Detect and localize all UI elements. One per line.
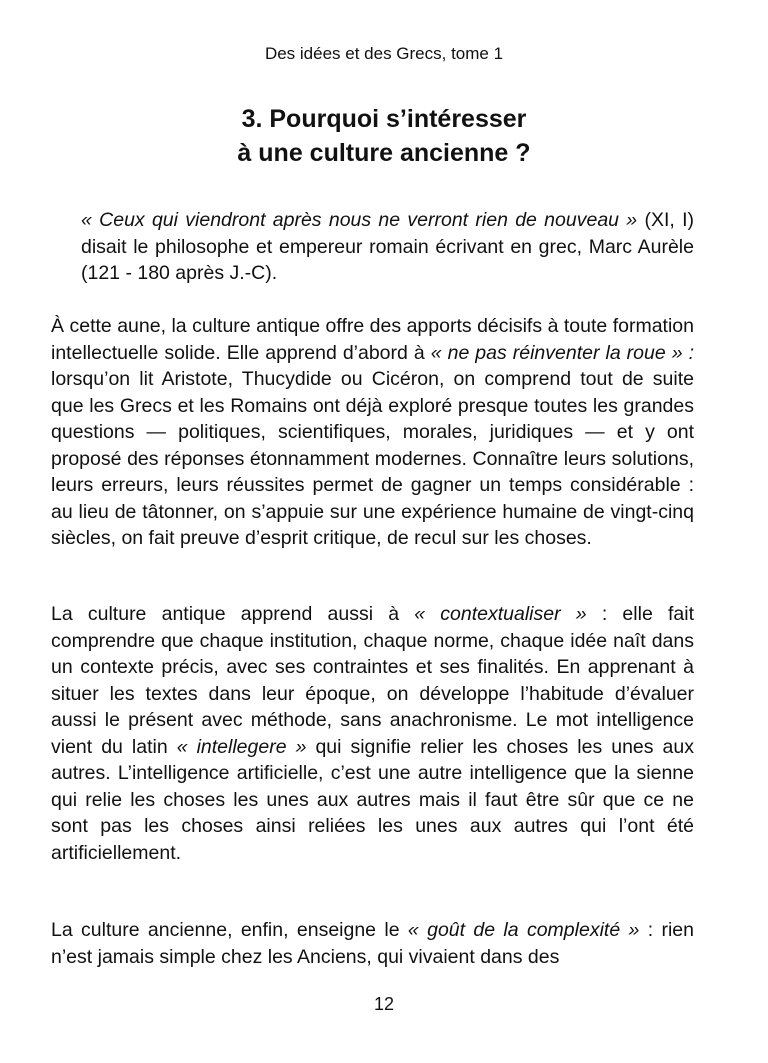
- paragraph-3-text-a: La culture ancienne, enfin, enseigne le: [51, 919, 408, 941]
- paragraph-3-text-b: : rien n’est jamais simple chez les Anciens, qui vivaient dans des: [51, 919, 694, 968]
- paragraph-1: [51, 313, 694, 552]
- paragraph-3: [51, 917, 694, 973]
- paragraph-2-text-a: La culture antique apprend aussi à: [51, 603, 415, 625]
- paragraph-2-text-b: : elle fait comprendre que chaque institution, chaque norme, chaque idée naît dans un contexte précis, avec ses contraintes et ses finalités. En apprenant à situer les textes dans leur époque, on développe l’habitude d’évaluer aussi le présent avec méthode, sans anachronisme. Le mot intelligence vient du latin: [51, 603, 694, 758]
- paragraph-1-text-b: lorsqu’on lit Aristote, Thucydide ou Cicéron, on comprend tout de suite que les Grecs et les Romains ont déjà exploré presque toutes les grandes questions — politiques, scientifiques, morales, juridiques — et y ont proposé des réponses étonnamment modernes. Connaître leurs solutions, leurs erreurs, leurs réussites permet de gagner un temps considérable : au lieu de tâtonner, on s’appuie sur une expérience humaine de vingt-cinq siècles, on fait preuve d’esprit critique, de recul sur les choses.: [51, 368, 694, 549]
- chapter-title-line-1: 3. Pourquoi s’intéresser: [241, 105, 527, 133]
- paragraph-1-italic-phrase: « ne pas réinventer la roue » :: [430, 341, 694, 364]
- paragraph-3-italic-phrase: « goût de la complexité »: [407, 919, 640, 941]
- chapter-title-line-2: à une culture ancienne ?: [237, 139, 531, 167]
- epigraph-quote: « Ceux qui viendront après nous ne verront rien de nouveau »: [81, 209, 638, 231]
- paragraph-2-italic-phrase-1: « contextualiser »: [414, 603, 587, 625]
- paragraph-2-text-c: qui signifie relier les choses les unes aux autres. L’intelligence artificielle, c’est une autre intelligence que la sienne qui relie les choses les unes aux autres mais il faut être sûr que ce ne sont pas les choses ainsi reliées les unes aux autres qui l’ont été artificiellement.: [51, 735, 694, 864]
- paragraph-2: [51, 601, 694, 866]
- epigraph: [81, 207, 694, 287]
- paragraph-2-italic-phrase-2: « intellegere »: [176, 735, 307, 758]
- epigraph-attribution: (XI, I) disait le philosophe et empereur romain écrivant en grec, Marc Aurèle (121 - 180 après J.-C).: [81, 209, 694, 284]
- chapter-title: [0, 102, 768, 170]
- page-number: 12: [373, 994, 395, 1014]
- running-header: Des idées et des Grecs, tome 1: [264, 44, 504, 63]
- paragraph-1-text-a: À cette aune, la culture antique offre des apports décisifs à toute formation intellectuelle solide. Elle apprend d’abord à: [51, 315, 694, 364]
